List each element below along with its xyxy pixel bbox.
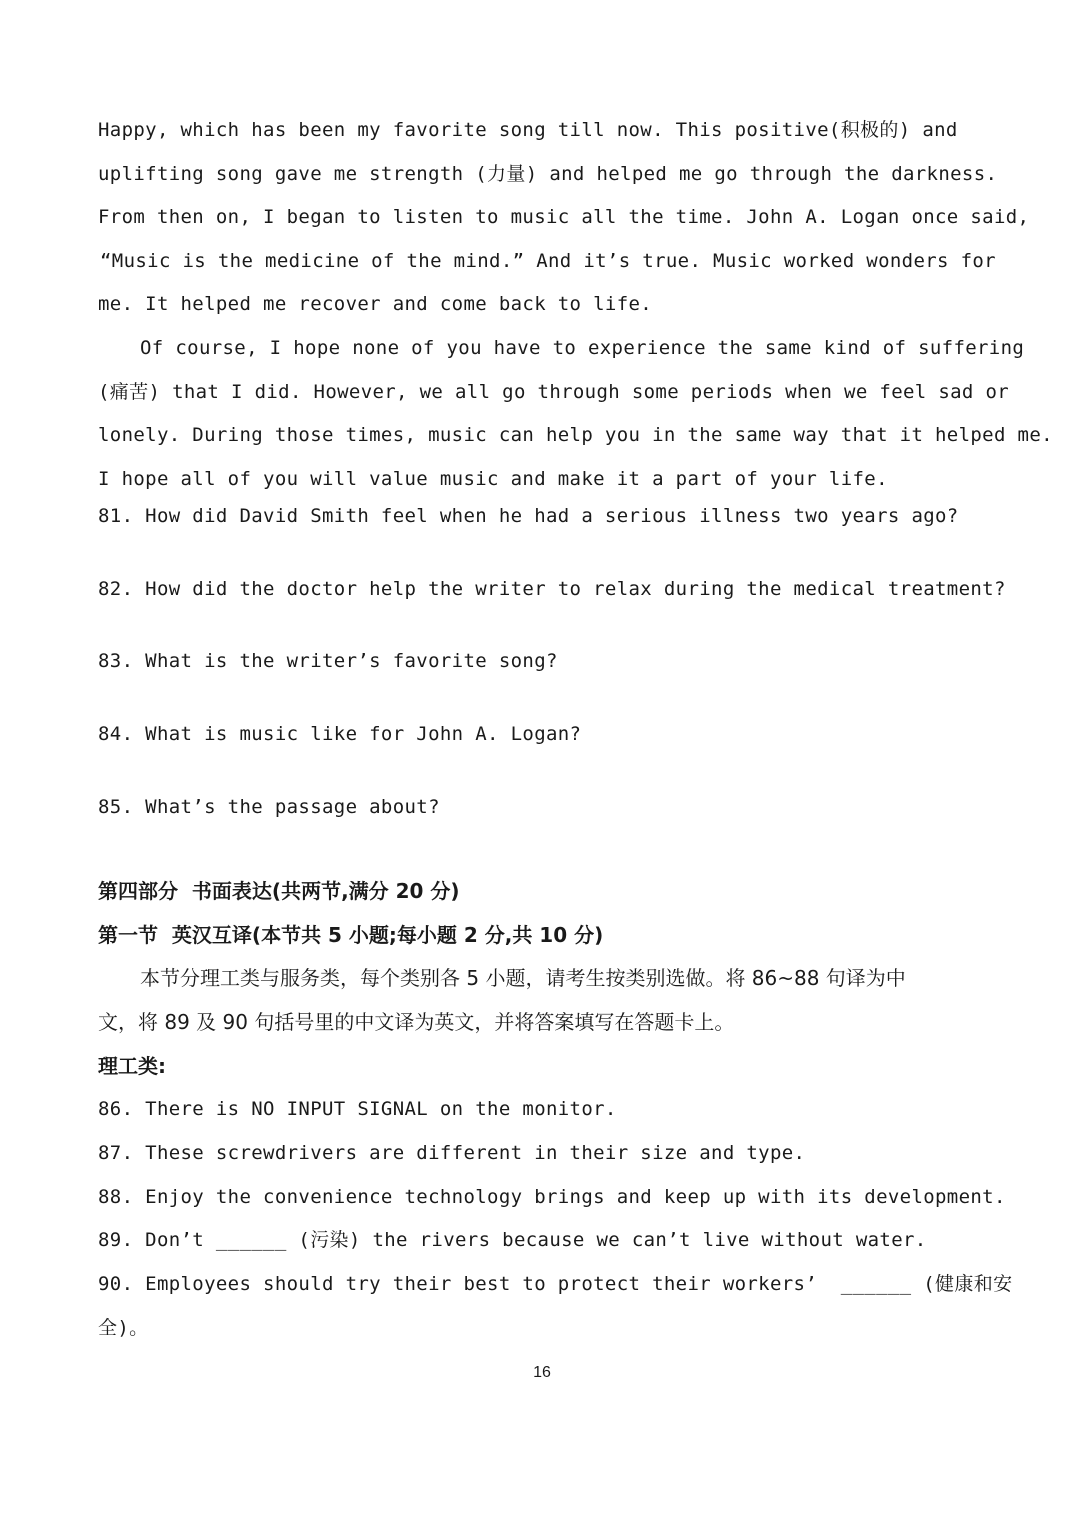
category-label: 理工类: (98, 1054, 166, 1078)
passage-line: Of course, I hope none of you have to experience the same kind of suffering (140, 337, 1025, 359)
translation-item-86: 86. There is NO INPUT SIGNAL on the monitor. (98, 1098, 617, 1120)
passage-line: “Music is the medicine of the mind.” And it’s true. Music worked wonders for (100, 250, 996, 272)
translation-item-88: 88. Enjoy the convenience technology brings and keep up with its development. (98, 1186, 1006, 1208)
instructions-line: 本节分理工类与服务类，每个类别各 5 小题，请考生按类别选做。将 86~88 句译为中 (140, 966, 906, 990)
section1-title: 第一节 英汉互译(本节共 5 小题;每小题 2 分,共 10 分) (98, 923, 604, 947)
question-81: 81. How did David Smith feel when he had a serious illness two years ago? (98, 505, 959, 527)
passage-line: I hope all of you will value music and make it a part of your life. (98, 468, 888, 490)
translation-item-89: 89. Don’t ______ (污染) the rivers because we can’t live without water. (98, 1229, 927, 1251)
passage-line: From then on, I began to listen to music all the time. John A. Logan once said, (98, 206, 1030, 228)
passage-line: uplifting song gave me strength (力量) and helped me go through the darkness. (98, 163, 998, 185)
translation-item-90-cont: 全)。 (98, 1317, 149, 1339)
page-number: 16 (533, 1364, 551, 1381)
passage-line: me. It helped me recover and come back to life. (98, 293, 653, 315)
question-85: 85. What’s the passage about? (98, 796, 440, 818)
instructions-line: 文，将 89 及 90 句括号里的中文译为英文，并将答案填写在答题卡上。 (98, 1010, 735, 1034)
question-83: 83. What is the writer’s favorite song? (98, 650, 558, 672)
passage-line: Happy, which has been my favorite song till now. This positive(积极的) and (98, 119, 958, 141)
question-82: 82. How did the doctor help the writer to relax during the medical treatment? (98, 578, 1006, 600)
translation-item-90: 90. Employees should try their best to protect their workers’ ______ (健康和安 (98, 1273, 1013, 1295)
passage-line: (痛苦) that I did. However, we all go through some periods when we feel sad or (98, 381, 1010, 403)
part4-title: 第四部分 书面表达(共两节,满分 20 分) (98, 879, 460, 903)
passage-line: lonely. During those times, music can help you in the same way that it helped me. (98, 424, 1053, 446)
question-84: 84. What is music like for John A. Logan? (98, 723, 582, 745)
translation-item-87: 87. These screwdrivers are different in their size and type. (98, 1142, 806, 1164)
